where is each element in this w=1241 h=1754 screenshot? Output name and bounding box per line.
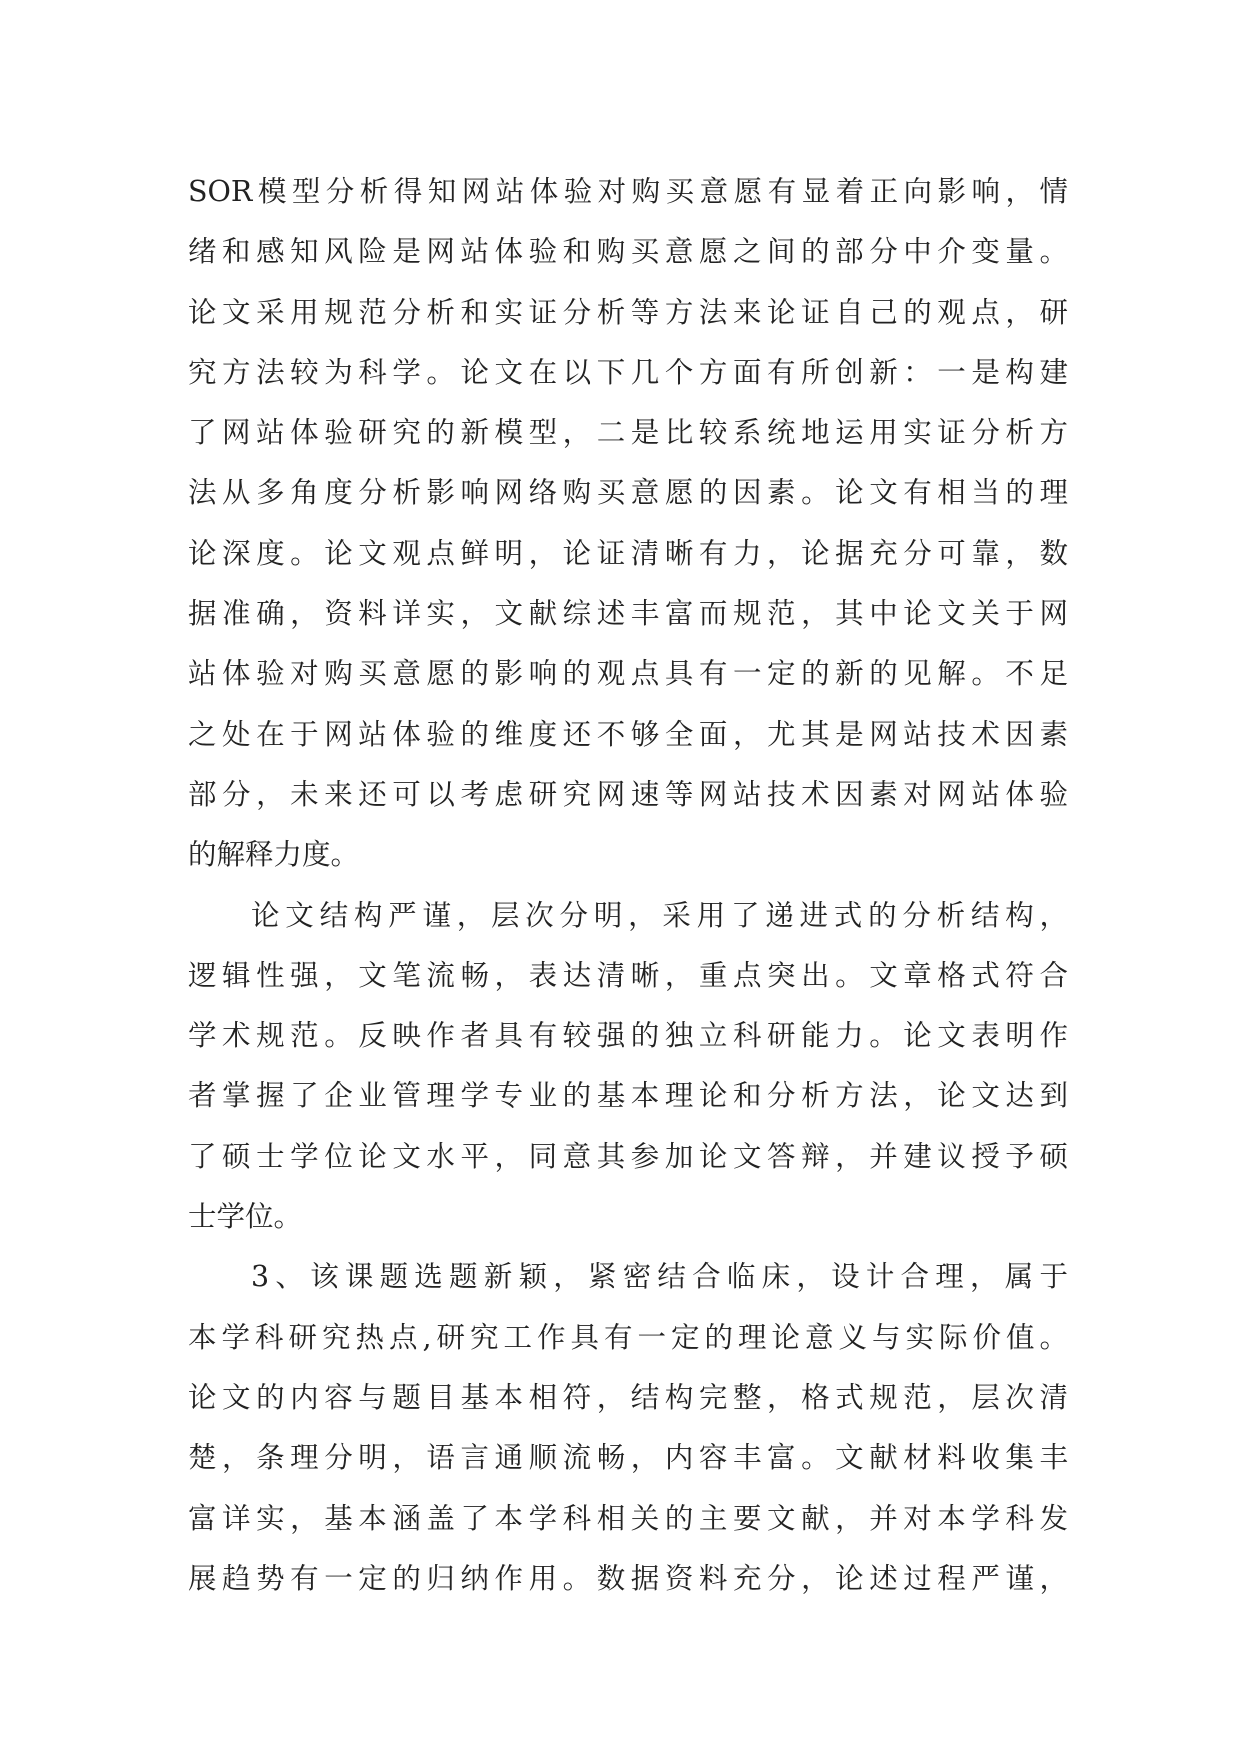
text-line: 论文的内容与题目基本相符，结构完整，格式规范，层次清: [188, 1380, 1068, 1414]
text-line: 富详实，基本涵盖了本学科相关的主要文献，并对本学科发: [188, 1501, 1068, 1535]
text-line: 部分，未来还可以考虑研究网速等网站技术因素对网站体验: [188, 777, 1068, 811]
text-line: 本学科研究热点,研究工作具有一定的理论意义与实际价值。: [188, 1320, 1068, 1354]
text-line: 逻辑性强，文笔流畅，表达清晰，重点突出。文章格式符合: [188, 958, 1068, 992]
text-line: 了硕士学位论文水平，同意其参加论文答辩，并建议授予硕: [188, 1139, 1068, 1173]
text-line: 3、该课题选题新颖，紧密结合临床，设计合理，属于: [251, 1260, 1068, 1294]
text-line: 论文结构严谨，层次分明，采用了递进式的分析结构，: [251, 898, 1068, 932]
text-line: 了网站体验研究的新模型，二是比较系统地运用实证分析方: [188, 416, 1068, 450]
text-line: SOR模型分析得知网站体验对购买意愿有显着正向影响，情: [188, 175, 1068, 208]
text-line: 者掌握了企业管理学专业的基本理论和分析方法，论文达到: [188, 1079, 1068, 1113]
text-line: 站体验对购买意愿的影响的观点具有一定的新的见解。不足: [188, 657, 1068, 691]
text-line: 论深度。论文观点鲜明，论证清晰有力，论据充分可靠，数: [188, 536, 1068, 570]
text-line: 的解释力度。: [188, 838, 360, 872]
text-line: 据准确，资料详实，文献综述丰富而规范，其中论文关于网: [188, 597, 1068, 631]
body-text: [188, 162, 1068, 1609]
text-line: 之处在于网站体验的维度还不够全面，尤其是网站技术因素: [188, 717, 1068, 751]
text-line: 展趋势有一定的归纳作用。数据资料充分，论述过程严谨，: [188, 1561, 1068, 1595]
text-line: 绪和感知风险是网站体验和购买意愿之间的部分中介变量。: [188, 235, 1068, 269]
text-line: 楚，条理分明，语言通顺流畅，内容丰富。文献材料收集丰: [188, 1441, 1068, 1475]
text-line: 学术规范。反映作者具有较强的独立科研能力。论文表明作: [188, 1019, 1068, 1053]
text-line: 论文采用规范分析和实证分析等方法来论证自己的观点，研: [188, 295, 1068, 329]
text-line: 法从多角度分析影响网络购买意愿的因素。论文有相当的理: [188, 476, 1068, 510]
text-line: 士学位。: [188, 1200, 303, 1234]
text-line: 究方法较为科学。论文在以下几个方面有所创新：一是构建: [188, 355, 1068, 389]
